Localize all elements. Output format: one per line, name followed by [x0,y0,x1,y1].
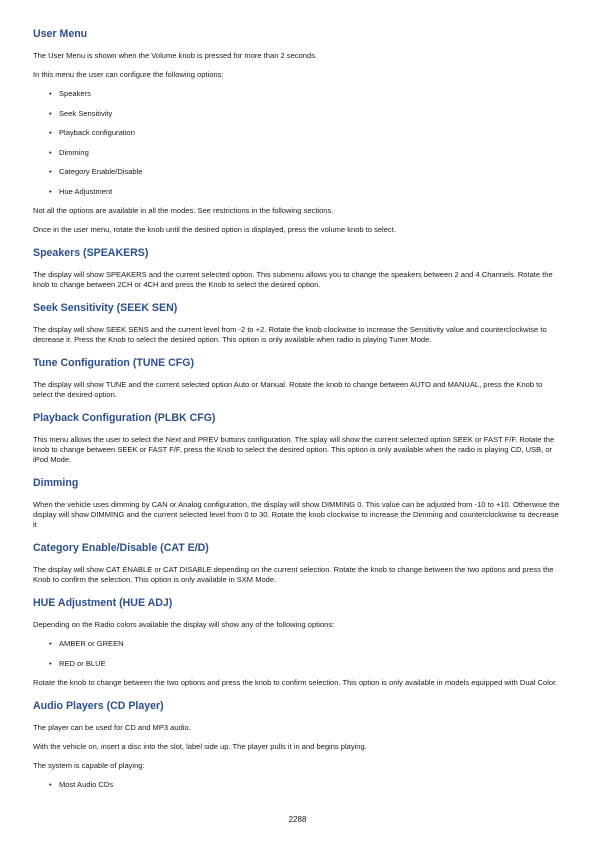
paragraph: This menu allows the user to select the Next and PREV buttons configuration. The splay will show the current selected option SEEK or FAST F/F. Rotate the knob to change between SEEK or FAST F/F, press the Knob to select the desired option. This option is only available when the radio is playing CD, USB, or iPod Mode. [33,435,555,464]
paragraph: The system is capable of playing: [33,761,145,770]
heading-category: Category Enable/Disable (CAT E/D) [33,542,209,554]
list-item: • Speakers [49,89,91,98]
bullet-icon: • [49,186,52,196]
paragraph: When the vehicle uses dimming by CAN or Analog configuration, the display will show DIMMING 0. This value can be adjusted from -10 to +10. Otherwise the display will show DIMMING and the current selected level from 0 to 30. Rotate the knob clockwise to increase the Dimming and counterclockwise to decrease it [33,500,560,529]
user-menu-options-list [33,89,561,197]
list-item: • AMBER or GREEN [49,639,124,648]
page-number: 2288 [288,815,307,824]
heading-seek-sensitivity: Seek Sensitivity (SEEK SEN) [33,302,178,314]
bullet-icon: • [49,639,52,648]
bullet-icon: • [49,167,52,176]
heading-speakers: Speakers (SPEAKERS) [33,247,149,259]
paragraph: The display will show SPEAKERS and the current selected option. This submenu allows you to change the speakers between 2 and 4 Channels. Rotate the knob to change between 2CH or 4CH and press the Knob to select the desired option. [33,270,553,289]
bullet-icon: • [49,147,52,157]
heading-user-menu: User Menu [33,28,88,40]
heading-hue-adjustment: HUE Adjustment (HUE ADJ) [33,597,173,609]
list-item: • Most Audio CDs [49,780,114,789]
list-item: • RED or BLUE [49,658,106,668]
paragraph: The User Menu is shown when the Volume knob is pressed for more than 2 seconds. [33,51,317,60]
list-item: • Playback configuration [49,128,135,137]
paragraph: The display will show CAT ENABLE or CAT DISABLE depending on the current selection. Rotate the knob to change between the two options and press the Knob to confirm the selection. This option is only available in SXM Mode. [33,565,554,584]
paragraph: With the vehicle on, insert a disc into the slot, label side up. The player pulls it in and begins playing. [33,742,367,751]
list-item: • Dimming [49,147,89,157]
bullet-icon: • [49,89,52,98]
heading-playback-configuration: Playback Configuration (PLBK CFG) [33,412,216,424]
paragraph: The player can be used for CD and MP3 audio. [33,723,191,732]
bullet-icon: • [49,108,52,118]
paragraph: The display will show SEEK SENS and the current level from -2 to +2. Rotate the knob clockwise to increase the Sensitivity value and counterclockwise to decrease it. Press the Knob to select the desired option. This option is only available when radio is playing Tuner Mode. [33,325,547,344]
list-item: • Category Enable/Disable [49,167,143,176]
hue-options-list [33,639,561,669]
paragraph: Depending on the Radio colors available the display will show any of the following options: [33,620,335,629]
paragraph: Rotate the knob to change between the two options and press the knob to confirm selection. This option is only available in models equipped with Dual Color. [33,678,558,687]
bullet-icon: • [49,128,52,137]
list-item: • Hue Adjustment [49,186,113,196]
document-page [33,27,561,800]
heading-tune-configuration: Tune Configuration (TUNE CFG) [33,357,195,369]
playable-media-list [33,780,561,790]
heading-dimming: Dimming [33,477,79,489]
bullet-icon: • [49,658,52,668]
paragraph: Not all the options are available in all the modes. See restrictions in the following sections. [33,206,334,215]
paragraph: Once in the user menu, rotate the knob until the desired option is displayed, press the volume knob to select. [33,225,396,234]
paragraph: In this menu the user can configure the following options: [33,70,224,79]
list-item: • Seek Sensitivity [49,108,113,118]
bullet-icon: • [49,780,52,789]
paragraph: The display will show TUNE and the current selected option Auto or Manual. Rotate the knob to change between AUTO and MANUAL, press the Knob to select the desired option. [33,380,543,399]
heading-audio-players: Audio Players (CD Player) [33,700,164,712]
